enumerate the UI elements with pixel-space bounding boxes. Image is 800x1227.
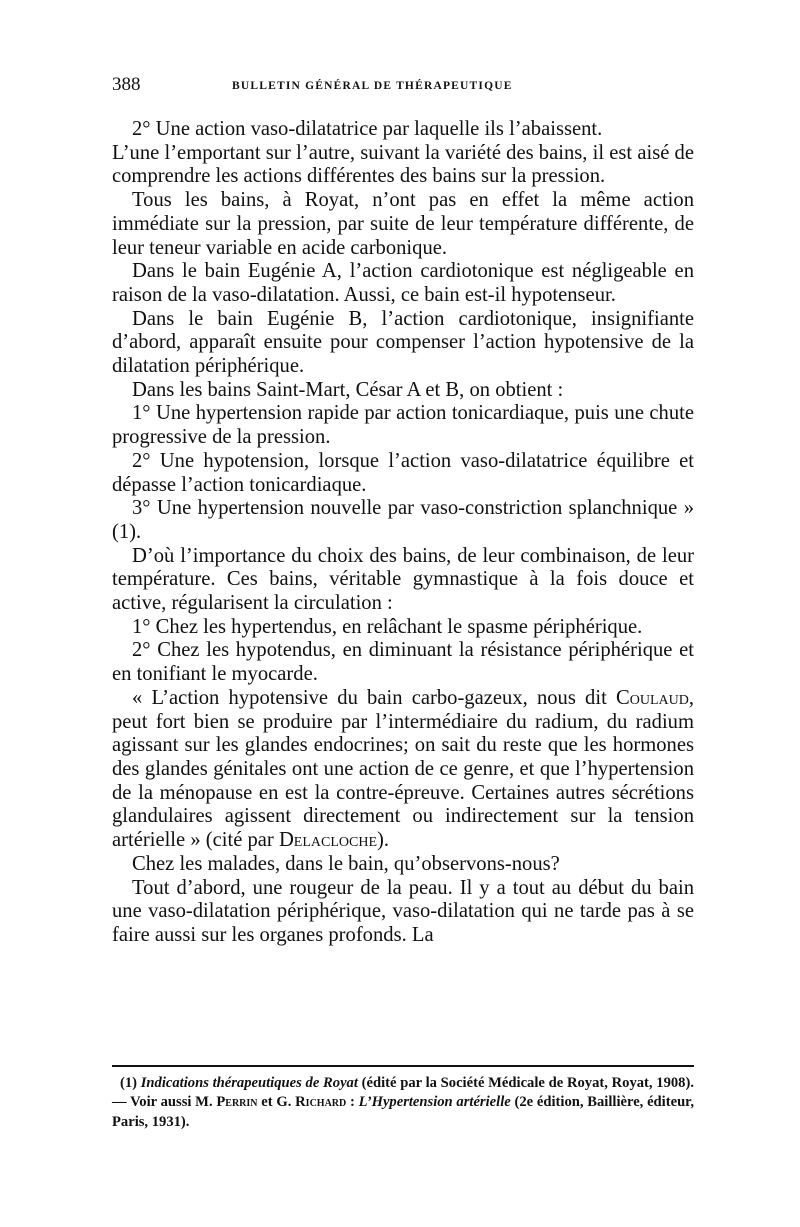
paragraph: Dans le bain Eugénie A, l’action cardiotonique est négligeable en raison de la vaso-dilatation. Aussi, ce bain est-il hypotenseur. [112,260,694,306]
quotation-paragraph [112,687,694,853]
footnote-title: L’Hypertension artérielle [358,1094,511,1111]
paragraph: D’où l’importance du choix des bains, de leur combinaison, de leur température. Ces bains, véritable gymnastique à la fois douce et active, régularisent la circulation : [112,544,694,615]
paragraph: 1° Une hypertension rapide par action tonicardiaque, puis une chute progressive de la pression. [112,402,694,449]
footnote-text: et G. [257,1094,296,1111]
footnote-author: Richard [295,1094,347,1111]
paragraph: 2° Une hypotension, lorsque l’action vaso-dilatatrice équilibre et dépasse l’action tonicardiaque. [112,449,694,496]
paragraph: 1° Chez les hypertendus, en relâchant le spasme périphérique. [132,615,643,638]
footnote-divider [112,1065,694,1067]
author-name: Coulaud [616,686,689,709]
paragraph: Tout d’abord, une rougeur de la peau. Il y a tout au début du bain une vaso-dilatation périphérique, vaso-dilatation qui ne tarde pas à se faire aussi sur les organes profonds. La [112,876,694,946]
page-number: 388 [112,74,141,95]
paragraph: 2° Une action vaso-dilatatrice par laquelle ils l’abaissent. [132,118,603,140]
footnote-text: (édité par la Société Médicale de Royat, Royat, 1908). — Voir aussi M. [112,1075,694,1111]
footnote [112,1074,694,1132]
paragraph: 2° Chez les hypotendus, en diminuant la résistance périphérique et en tonifiant le myocarde. [112,639,694,686]
quote-text: ). [377,829,390,852]
paragraph: L’une l’emportant sur l’autre, suivant la variété des bains, il est aisé de comprendre les actions différentes des bains sur la pression. [112,141,694,188]
body-text [112,118,694,948]
footnote-text: (2e édition, Baillière, éditeur, Paris, 1931). [112,1094,694,1130]
author-name: Delacloche [278,829,378,852]
paragraph: 3° Une hypertension nouvelle par vaso-constriction splanchnique » (1). [112,497,694,543]
paragraph: Chez les malades, dans le bain, qu’observons-nous? [132,852,560,875]
paragraph: Dans les bains Saint-Mart, César A et B, on obtient : [132,378,564,401]
page-header [112,74,694,100]
running-title: BULLETIN GÉNÉRAL DE THÉRAPEUTIQUE [232,80,513,92]
paragraph: Dans le bain Eugénie B, l’action cardiotonique, insignifiante d’abord, apparaît ensuite pour compenser l’action hypotensive de la dilatation périphérique. [112,307,694,378]
footnote-marker: (1) [120,1075,141,1091]
footnote-title: Indications thérapeutiques de Royat [140,1075,358,1091]
footnote-text: : [346,1094,359,1111]
quote-text: « L’action hypotensive du bain carbo-gazeux, nous dit [132,686,616,709]
footnote-author: Perrin [216,1094,258,1111]
paragraph: Tous les bains, à Royat, n’ont pas en effet la même action immédiate sur la pression, par suite de leur température différente, de leur teneur variable en acide carbonique. [112,189,694,259]
quote-text: , peut fort bien se produire par l’intermédiaire du radium, du radium agissant sur les glandes endocrines; on sait du reste que les hormones des glandes génitales ont une action de ce genre, et que l’hypertension de la ménopause en est la contre-épreuve. Certaines autres sécrétions glandulaires agissent directement ou indirectement sur la tension artérielle » (cité par [112,686,694,852]
